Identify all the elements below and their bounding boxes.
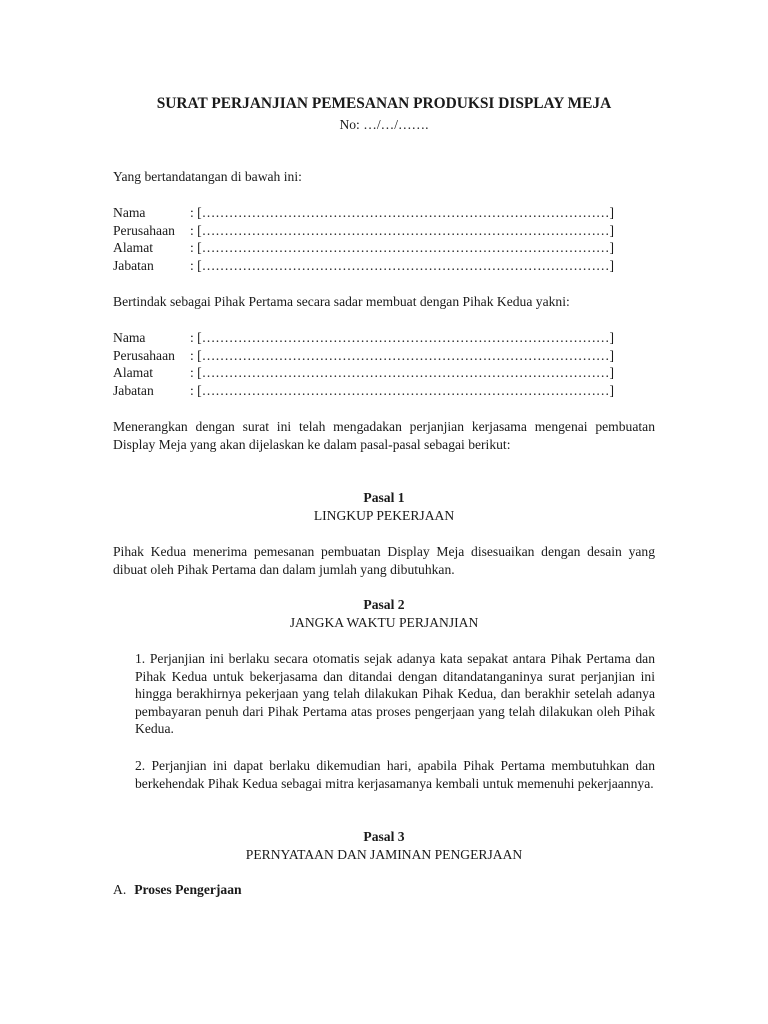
field-label: Perusahaan <box>113 222 175 238</box>
field-label: Jabatan <box>113 382 154 398</box>
pasal-2-subtitle: JANGKA WAKTU PERJANJIAN <box>289 615 479 630</box>
pasal-2-heading: Pasal 2 <box>363 597 405 612</box>
pasal-1-text: Pihak Kedua menerima pemesanan pembuatan Display Meja disesuaikan dengan desain yang dibuat oleh Pihak Pertama dan dalam jumlah yang dibutuhkan. <box>113 544 655 577</box>
field-blank: : [………………………………………………………………………………] <box>190 382 615 398</box>
pasal-1-heading: Pasal 1 <box>363 490 405 505</box>
pasal-2-item-2: 2. Perjanjian ini dapat berlaku dikemudian hari, apabila Pihak Pertama membutuhkan dan berkehendak Pihak Kedua sebagai mitra kerjasamanya kembali untuk memenuhi pekerjaannya. <box>135 758 655 791</box>
field-blank: : [………………………………………………………………………………] <box>190 365 615 381</box>
field-blank: : [………………………………………………………………………………] <box>190 222 615 238</box>
field-label: Jabatan <box>113 257 154 273</box>
pasal-1-subtitle: LINGKUP PEKERJAAN <box>313 508 455 523</box>
pasal-2-item-1: 1. Perjanjian ini berlaku secara otomatis sejak adanya kata sepakat antara Pihak Pertama dan Pihak Kedua untuk bekerjasama dan ditandai dengan ditandatanganinya surat perjanjian ini hingga berakhirnya pekerjaan yang telah dilakukan Pihak Kedua, dan berakhir setelah adanya pembayaran penuh dari Pihak Pertama atas proses pengerjaan yang telah dilakukan oleh Pihak Kedua. <box>135 651 655 737</box>
party-one-statement: Bertindak sebagai Pihak Pertama secara sadar membuat dengan Pihak Kedua yakni: <box>113 294 570 309</box>
pasal-3-subtitle: PERNYATAAN DAN JAMINAN PENGERJAAN <box>245 847 523 862</box>
field-blank: : [………………………………………………………………………………] <box>190 257 615 273</box>
field-blank: : [………………………………………………………………………………] <box>190 240 615 256</box>
field-blank: : [………………………………………………………………………………] <box>190 205 615 220</box>
field-label: Alamat <box>113 365 154 381</box>
intro-text: Yang bertandatangan di bawah ini: <box>113 169 302 184</box>
section-a-title: Proses Pengerjaan <box>134 882 242 897</box>
field-label: Perusahaan <box>113 347 175 363</box>
field-label: Alamat <box>113 240 154 256</box>
pasal-3-heading: Pasal 3 <box>363 829 405 844</box>
field-label: Nama <box>113 205 146 220</box>
document-title: SURAT PERJANJIAN PEMESANAN PRODUKSI DISPLAY MEJA <box>156 95 612 112</box>
field-blank: : [………………………………………………………………………………] <box>190 330 615 345</box>
field-label: Nama <box>113 330 146 345</box>
section-a-letter: A. <box>113 882 127 897</box>
document-number: No: …/…/……. <box>339 117 429 132</box>
field-blank: : [………………………………………………………………………………] <box>190 347 615 363</box>
section-a-heading <box>113 881 242 899</box>
purpose-paragraph: Menerangkan dengan surat ini telah mengadakan perjanjian kerjasama mengenai pembuatan Display Meja yang akan dijelaskan ke dalam pasal-pasal sebagai berikut: <box>113 419 655 452</box>
